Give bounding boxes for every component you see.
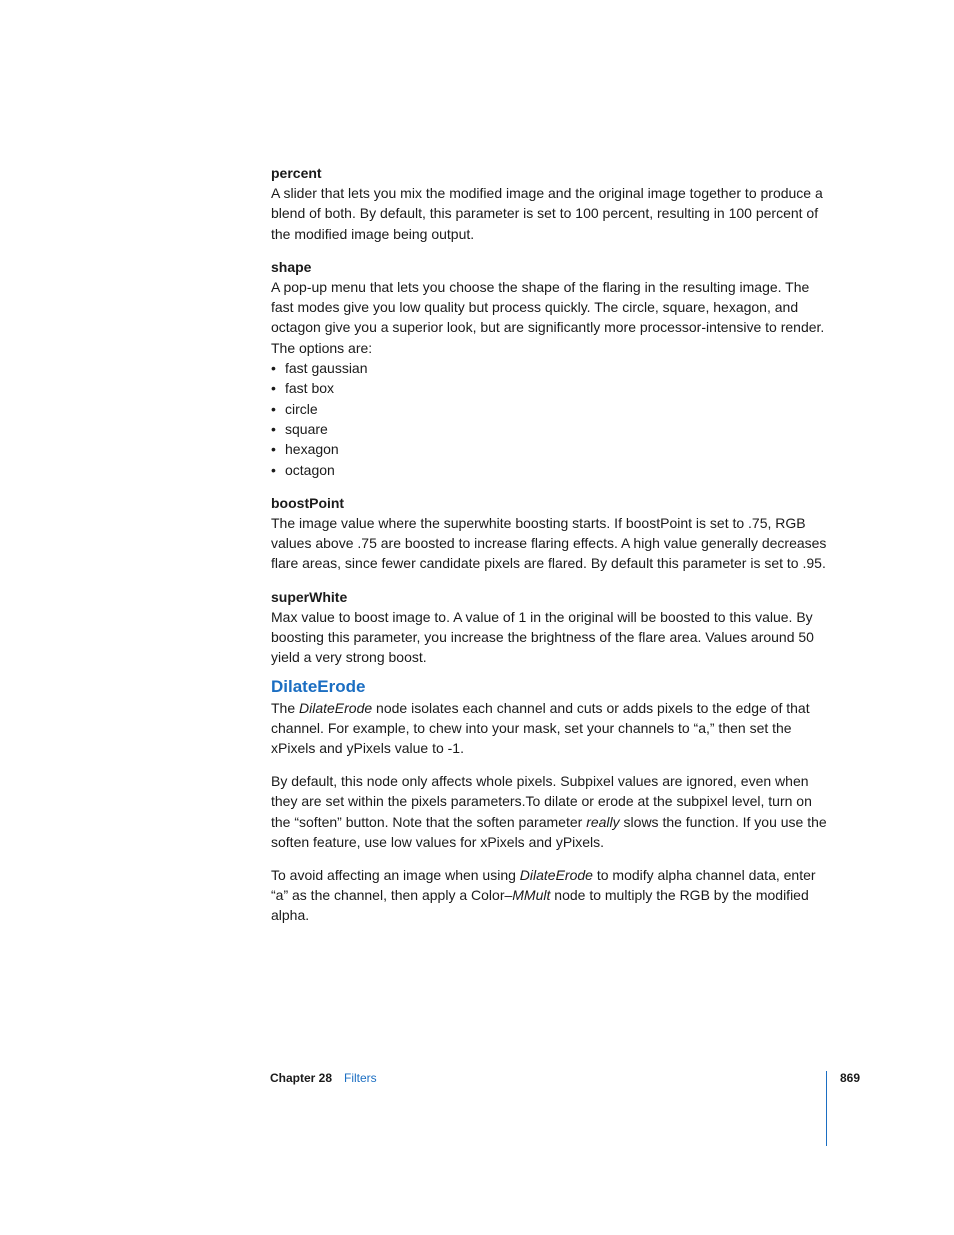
list-item: • fast gaussian	[271, 358, 827, 378]
text-run: To avoid affecting an image when using	[271, 866, 520, 883]
text-run: node isolates each channel and cuts or adds pixels to the edge of that channel. For example, to chew into your mask, set your channels to “a,” then set the xPixels and yPixels value to -1.	[271, 699, 810, 757]
param-description: The image value where the superwhite boosting starts. If boostPoint is set to .75, RGB values above .75 are boosted to increase flaring effects. A high value generally decreases flare areas, since fewer candidate pixels are flared. By default this parameter is set to .95.	[271, 514, 827, 572]
text-run: node to multiply the RGB by the modified alpha.	[271, 887, 809, 924]
param-superwhite	[271, 587, 827, 668]
shape-options-list	[271, 358, 827, 480]
list-item: • square	[271, 419, 827, 439]
list-item: • fast box	[271, 378, 827, 398]
page-content	[271, 163, 827, 938]
param-name: boostPoint	[271, 494, 345, 511]
text-run: to modify alpha channel data, enter “a” as the channel, then apply a Color–	[271, 866, 816, 904]
param-boostpoint	[271, 493, 827, 574]
param-description: A slider that lets you mix the modified image and the original image together to produce a blend of both. By default, this parameter is set to 100 percent, resulting in 100 percent of the modified image being output.	[271, 185, 823, 242]
list-item: • octagon	[271, 460, 827, 480]
list-item: • hexagon	[271, 439, 827, 459]
chapter-label: Chapter 28	[270, 1071, 333, 1085]
param-shape	[271, 257, 827, 480]
text-run: slows the function. If you use the soften feature, use low values for xPixels and yPixels.	[271, 813, 827, 850]
param-name: percent	[271, 165, 322, 181]
emphasis-text: MMult	[512, 887, 551, 904]
chapter-name: Filters	[344, 1071, 377, 1085]
section-paragraph	[271, 865, 827, 926]
section-paragraph	[271, 771, 827, 852]
section-heading: DilateErode	[271, 676, 366, 696]
page-footer	[270, 1071, 860, 1091]
param-name: superWhite	[271, 588, 348, 605]
page-number: 869	[839, 1071, 860, 1085]
text-run: The	[271, 699, 300, 716]
param-description: A pop-up menu that lets you choose the shape of the flaring in the resulting image. The fast modes give you low quality but process quickly. The circle, square, hexagon, and octagon give you a superior look, but are significantly more processor-intensive to render. The options are:	[271, 278, 825, 356]
emphasis-text: DilateErode	[299, 699, 373, 716]
section-paragraph	[271, 698, 827, 759]
param-percent	[271, 163, 827, 244]
list-item: • circle	[271, 399, 827, 419]
emphasis-text: really	[586, 813, 620, 830]
footer-divider	[826, 1071, 827, 1146]
text-run: By default, this node only affects whole pixels. Subpixel values are ignored, even when they are set within the pixels parameters.To dilate or erode at the subpixel level, turn on the “soften” button. Note that the soften parameter	[271, 773, 812, 830]
emphasis-text: DilateErode	[519, 866, 593, 883]
param-description: Max value to boost image to. A value of 1 in the original will be boosted to this value. By boosting this parameter, you increase the brightness of the flare area. Values around 50 yield a very strong boost.	[271, 608, 814, 666]
param-name: shape	[271, 258, 312, 275]
